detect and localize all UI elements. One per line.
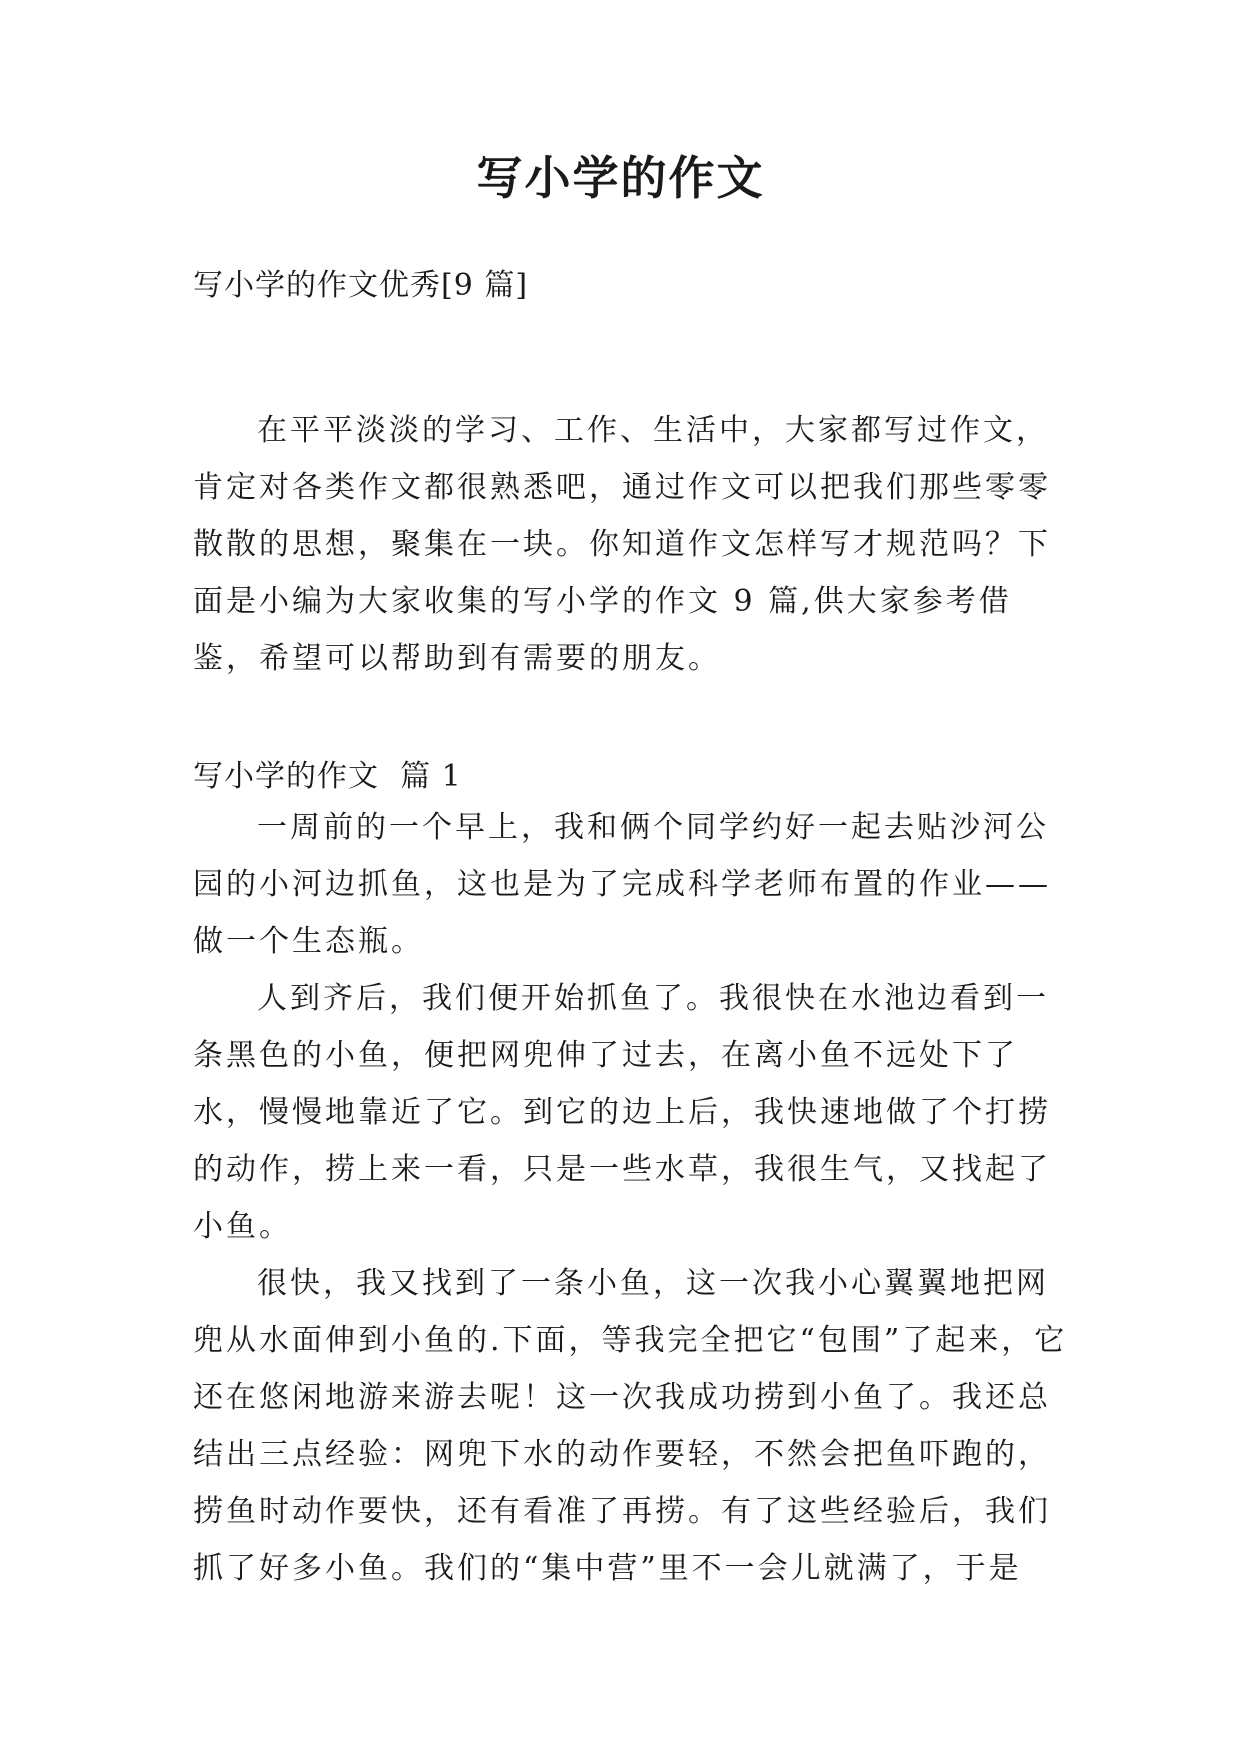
essay-paragraph: 一周前的一个早上，我和俩个同学约好一起去贴沙河公园的小河边抓鱼，这也是为了完成科学老师布置的作业——做一个生态瓶。 <box>193 810 1051 959</box>
essay-body <box>193 799 1069 1597</box>
section-heading: 写小学的作文 篇 1 <box>193 759 462 794</box>
essay-paragraph: 很快，我又找到了一条小鱼，这一次我小心翼翼地把网兜从水面伸到小鱼的.下面，等我完全把它“包围”了起来，它还在悠闲地游来游去呢！这一次我成功捞到小鱼了。我还总结出三点经验：网兜下水的动作要轻，不然会把鱼吓跑的，捞鱼时动作要快，还有看准了再捞。有了这些经验后，我们抓了好多小鱼。我们的“集中营”里不一会儿就满了，于是 <box>193 1266 1068 1586</box>
intro-paragraph: 在平平淡淡的学习、工作、生活中，大家都写过作文，肯定对各类作文都很熟悉吧，通过作文可以把我们那些零零散散的思想，聚集在一块。你知道作文怎样写才规范吗？下面是小编为大家收集的写小学的作文 9 篇,供大家参考借鉴，希望可以帮助到有需要的朋友。 <box>193 413 1051 676</box>
intro-section <box>193 402 1069 687</box>
document-subtitle: 写小学的作文优秀[9 篇] <box>193 268 529 303</box>
essay-paragraph: 人到齐后，我们便开始抓鱼了。我很快在水池边看到一条黑色的小鱼，便把网兜伸了过去，在离小鱼不远处下了水，慢慢地靠近了它。到它的边上后，我快速地做了个打捞的动作，捞上来一看，只是一些水草，我很生气，又找起了小鱼。 <box>193 981 1051 1244</box>
document-title: 写小学的作文 <box>476 151 765 205</box>
